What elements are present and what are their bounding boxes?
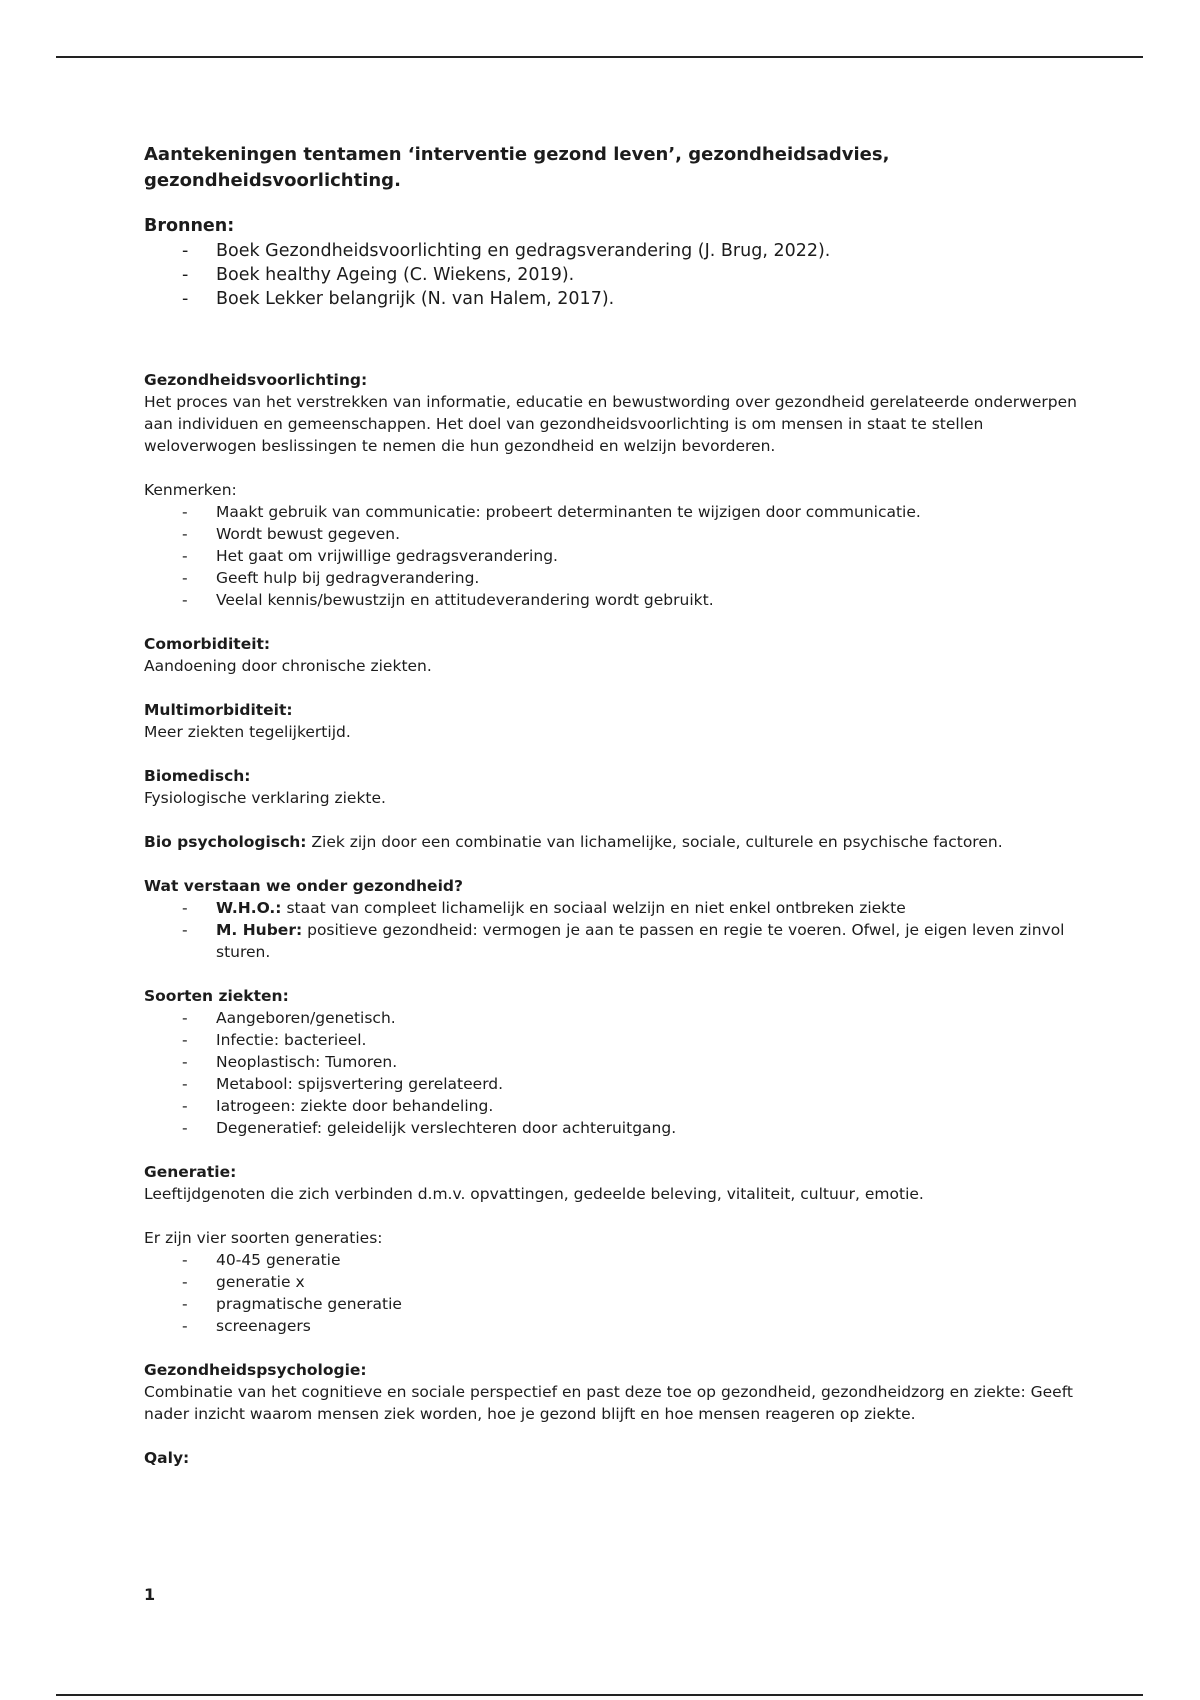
list-item: - 40-45 generatie bbox=[144, 1249, 1084, 1271]
section-heading: Bio psychologisch: bbox=[144, 833, 307, 851]
item-label: W.H.O.: bbox=[216, 899, 282, 917]
list-item: - Maakt gebruik van communicatie: probeert determinanten te wijzigen door communicatie. bbox=[144, 501, 1084, 523]
section-generatie bbox=[144, 1161, 1084, 1337]
top-rule bbox=[56, 56, 1143, 58]
generaties-label: Er zijn vier soorten generaties: bbox=[144, 1229, 383, 1247]
section-biomedisch bbox=[144, 765, 1084, 809]
section-heading: Multimorbiditeit: bbox=[144, 701, 293, 719]
page-number: 1 bbox=[144, 1585, 156, 1604]
section-comorbiditeit bbox=[144, 633, 1084, 677]
list-item: - Wordt bewust gegeven. bbox=[144, 523, 1084, 545]
section-heading: Gezondheidspsychologie: bbox=[144, 1361, 367, 1379]
section-heading: Gezondheidsvoorlichting: bbox=[144, 371, 368, 389]
list-item bbox=[144, 897, 1084, 919]
list-item: - Boek healthy Ageing (C. Wiekens, 2019). bbox=[144, 263, 1084, 287]
sources-heading: Bronnen: bbox=[144, 216, 235, 236]
section-heading: Qaly: bbox=[144, 1449, 190, 1467]
section-text: Meer ziekten tegelijkertijd. bbox=[144, 723, 351, 741]
section-text: Aandoening door chronische ziekten. bbox=[144, 657, 432, 675]
section-heading: Generatie: bbox=[144, 1163, 237, 1181]
section-heading: Comorbiditeit: bbox=[144, 635, 271, 653]
list-item: - Metabool: spijsvertering gerelateerd. bbox=[144, 1073, 1084, 1095]
document-title: Aantekeningen tentamen ‘interventie gezond leven’, gezondheidsadvies, gezondheidsvoorlichting. bbox=[144, 144, 890, 191]
section-text: Combinatie van het cognitieve en sociale perspectief en past deze toe op gezondheid, gezondheidzorg en ziekte: Geeft nader inzicht waarom mensen ziek worden, hoe je gezond blijft en hoe mensen reageren op ziekte. bbox=[144, 1383, 1073, 1423]
section-text: Het proces van het verstrekken van informatie, educatie en bewustwording over gezondheid gerelateerde onderwerpen aan individuen en gemeenschappen. Het doel van gezondheidsvoorlichting is om mensen in staat te stellen weloverwogen beslissingen te nemen die hun gezondheid en welzijn bevorderen. bbox=[144, 393, 1077, 455]
generaties-list bbox=[144, 1249, 1084, 1337]
section-text: Fysiologische verklaring ziekte. bbox=[144, 789, 386, 807]
section-text: Leeftijdgenoten die zich verbinden d.m.v. opvattingen, gedeelde beleving, vitaliteit, cultuur, emotie. bbox=[144, 1185, 924, 1203]
section-heading: Wat verstaan we onder gezondheid? bbox=[144, 877, 463, 895]
section-gezondheid bbox=[144, 875, 1084, 963]
list-item: - pragmatische generatie bbox=[144, 1293, 1084, 1315]
section-heading: Soorten ziekten: bbox=[144, 987, 289, 1005]
sources-list bbox=[144, 239, 1084, 311]
list-item: - Aangeboren/genetisch. bbox=[144, 1007, 1084, 1029]
list-item: - Infectie: bacterieel. bbox=[144, 1029, 1084, 1051]
list-item: - Boek Lekker belangrijk (N. van Halem, 2017). bbox=[144, 287, 1084, 311]
section-heading: Biomedisch: bbox=[144, 767, 251, 785]
list-item: - screenagers bbox=[144, 1315, 1084, 1337]
section-soorten-ziekten bbox=[144, 985, 1084, 1139]
list-item: - Boek Gezondheidsvoorlichting en gedragsverandering (J. Brug, 2022). bbox=[144, 239, 1084, 263]
item-text: positieve gezondheid: vermogen je aan te passen en regie te voeren. Ofwel, je eigen leven zinvol sturen. bbox=[216, 921, 1065, 961]
list-item: - Neoplastisch: Tumoren. bbox=[144, 1051, 1084, 1073]
list-item: - Geeft hulp bij gedragverandering. bbox=[144, 567, 1084, 589]
kenmerken-label: Kenmerken: bbox=[144, 481, 237, 499]
section-text: Ziek zijn door een combinatie van lichamelijke, sociale, culturele en psychische factoren. bbox=[306, 833, 1003, 851]
item-text: staat van compleet lichamelijk en sociaal welzijn en niet enkel ontbreken ziekte bbox=[281, 899, 906, 917]
item-label: M. Huber: bbox=[216, 921, 303, 939]
gezondheid-list bbox=[144, 897, 1084, 963]
bottom-rule bbox=[56, 1694, 1143, 1696]
section-gezondheidspsychologie bbox=[144, 1359, 1084, 1425]
section-gezondheidsvoorlichting bbox=[144, 369, 1084, 611]
section-multimorbiditeit bbox=[144, 699, 1084, 743]
section-qaly bbox=[144, 1447, 1084, 1469]
list-item bbox=[144, 919, 1084, 963]
document-page bbox=[144, 142, 1084, 1469]
kenmerken-list bbox=[144, 501, 1084, 611]
section-bio-psychologisch bbox=[144, 831, 1084, 853]
ziekten-list bbox=[144, 1007, 1084, 1139]
list-item: - Veelal kennis/bewustzijn en attitudeverandering wordt gebruikt. bbox=[144, 589, 1084, 611]
list-item: - generatie x bbox=[144, 1271, 1084, 1293]
list-item: - Iatrogeen: ziekte door behandeling. bbox=[144, 1095, 1084, 1117]
list-item: - Het gaat om vrijwillige gedragsverandering. bbox=[144, 545, 1084, 567]
list-item: - Degeneratief: geleidelijk verslechteren door achteruitgang. bbox=[144, 1117, 1084, 1139]
